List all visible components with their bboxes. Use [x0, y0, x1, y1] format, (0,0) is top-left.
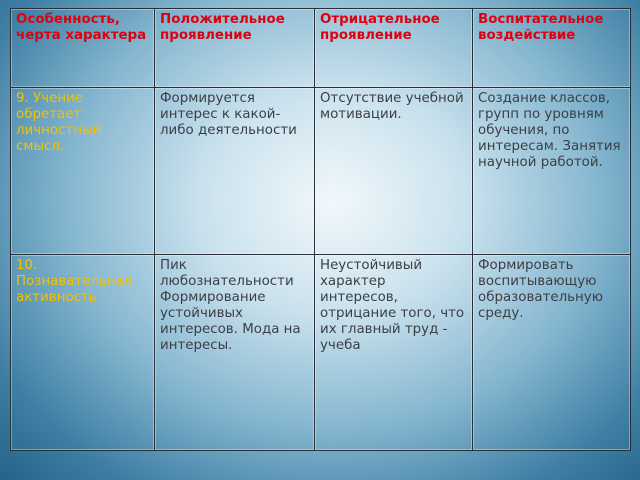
- row-1-feature: 9. Учение обретает личностный смысл.: [11, 88, 155, 255]
- row-1-influence: Создание классов, групп по уровням обучения, по интересам. Занятия научной работой.: [473, 88, 631, 255]
- header-positive: Положительное проявление: [155, 9, 315, 88]
- header-negative: Отрицательное проявление: [315, 9, 473, 88]
- table-row: [11, 88, 631, 255]
- row-2-feature: 10. Познавательная активность: [11, 255, 155, 451]
- characteristics-table: [10, 8, 631, 451]
- header-feature: Особенность, черта характера: [11, 9, 155, 88]
- row-2-influence: Формировать воспитывающую образовательную среду.: [473, 255, 631, 451]
- row-2-negative: Неустойчивый характер интересов, отрицание того, что их главный труд - учеба: [315, 255, 473, 451]
- table-header-row: [11, 9, 631, 88]
- header-influence: Воспитательное воздействие: [473, 9, 631, 88]
- row-1-positive: Формируется интерес к какой-либо деятельности: [155, 88, 315, 255]
- row-1-negative: Отсутствие учебной мотивации.: [315, 88, 473, 255]
- row-2-positive: Пик любознательности Формирование устойчивых интересов. Мода на интересы.: [155, 255, 315, 451]
- table-row: [11, 255, 631, 451]
